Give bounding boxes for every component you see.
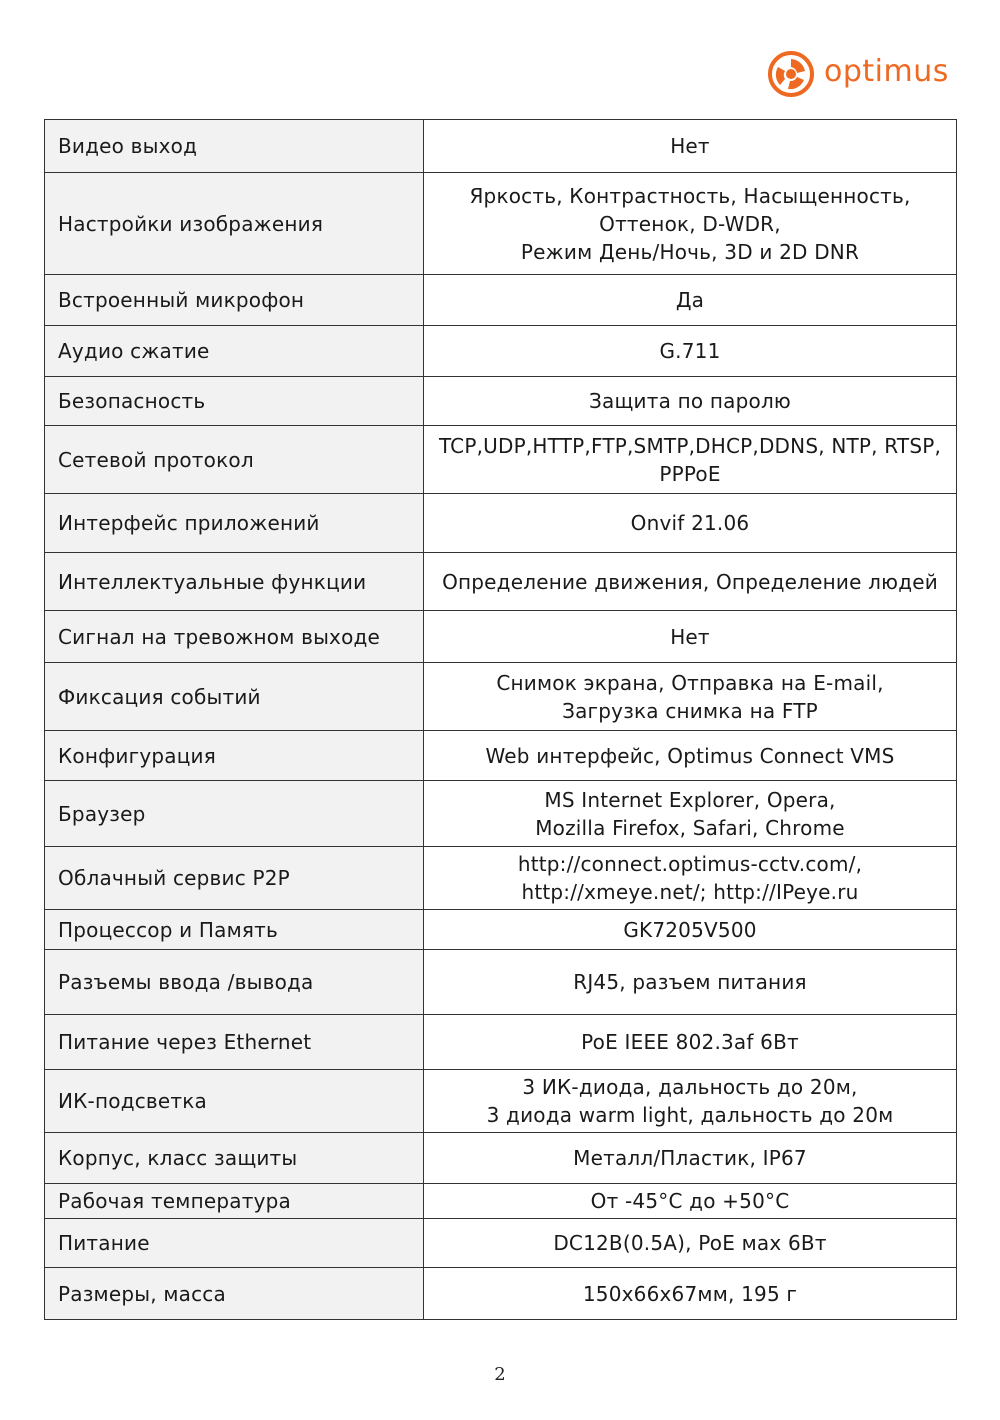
table-row xyxy=(45,1070,957,1133)
table-row xyxy=(45,950,957,1015)
spec-value-line: Да xyxy=(675,288,705,312)
spec-value-line: Onvif 21.06 xyxy=(630,511,750,535)
table-row xyxy=(45,326,957,377)
spec-label: Процессор и Память xyxy=(45,910,424,950)
spec-value-line: RJ45, разъем питания xyxy=(573,970,807,994)
specifications-table xyxy=(44,119,957,1320)
spec-label: Фиксация событий xyxy=(45,663,424,731)
table-row xyxy=(45,1219,957,1268)
spec-value-line: Снимок экрана, Отправка на E-mail, xyxy=(496,670,884,695)
spec-value-line: 150х66х67мм, 195 г xyxy=(582,1281,798,1306)
spec-label: Интерфейс приложений xyxy=(45,494,424,553)
page-number: 2 xyxy=(494,1364,506,1385)
brand-name: optimus xyxy=(824,54,949,89)
brand-logo xyxy=(766,46,949,102)
spec-value xyxy=(424,781,957,847)
table-row xyxy=(45,611,957,663)
table-row xyxy=(45,1133,957,1184)
spec-label: Питание через Ethernet xyxy=(45,1015,424,1070)
spec-value xyxy=(424,1070,957,1133)
spec-value-line: GK7205V500 xyxy=(623,917,757,942)
spec-value xyxy=(424,377,957,426)
spec-value xyxy=(424,910,957,950)
optimus-logo-icon xyxy=(766,49,816,99)
spec-value xyxy=(424,847,957,910)
spec-value xyxy=(424,426,957,494)
spec-label: Безопасность xyxy=(45,377,424,426)
spec-value-line: DC12В(0.5А), PoE мах 6Вт xyxy=(553,1231,827,1255)
table-row xyxy=(45,120,957,173)
spec-value-line: Загрузка снимка на FTP xyxy=(562,698,818,723)
spec-value xyxy=(424,950,957,1015)
spec-value xyxy=(424,663,957,731)
spec-value-line: Mozilla Firefox, Safari, Chrome xyxy=(535,815,845,840)
spec-value xyxy=(424,1184,957,1219)
spec-value-line: PoE IEEE 802.3af 6Вт xyxy=(581,1030,799,1054)
spec-value-line: Нет xyxy=(670,134,710,158)
spec-label: Разъемы ввода /вывода xyxy=(45,950,424,1015)
table-row xyxy=(45,1268,957,1320)
table-row xyxy=(45,275,957,326)
spec-value-line: http://connect.optimus-cctv.com/, xyxy=(517,852,863,876)
table-row xyxy=(45,1184,957,1219)
spec-value xyxy=(424,173,957,275)
spec-label: Размеры, масса xyxy=(45,1268,424,1320)
spec-value-line: Оттенок, D-WDR, xyxy=(599,211,781,236)
spec-value-line: Web интерфейс, Optimus Connect VMS xyxy=(485,743,895,768)
spec-value xyxy=(424,275,957,326)
table-row xyxy=(45,377,957,426)
table-row xyxy=(45,847,957,910)
table-row xyxy=(45,663,957,731)
spec-value-line: 3 ИК-диода, дальность до 20м, xyxy=(522,1075,858,1099)
spec-label: Корпус, класс защиты xyxy=(45,1133,424,1184)
spec-value-line: G.711 xyxy=(659,339,721,363)
spec-value xyxy=(424,494,957,553)
spec-value-line: http://xmeye.net/; http://IPeye.ru xyxy=(521,880,859,904)
spec-label: Аудио сжатие xyxy=(45,326,424,377)
spec-label: Встроенный микрофон xyxy=(45,275,424,326)
spec-label: Сетевой протокол xyxy=(45,426,424,494)
spec-value-line: Нет xyxy=(670,624,710,649)
spec-value xyxy=(424,1219,957,1268)
spec-label: Настройки изображения xyxy=(45,173,424,275)
spec-value xyxy=(424,731,957,781)
spec-label: Конфигурация xyxy=(45,731,424,781)
spec-value-line: Яркость, Контрастность, Насыщенность, xyxy=(469,183,911,208)
spec-value-line: Режим День/Ночь, 3D и 2D DNR xyxy=(520,239,860,264)
spec-value xyxy=(424,1268,957,1320)
spec-label: Браузер xyxy=(45,781,424,847)
spec-label: Облачный сервис P2P xyxy=(45,847,424,910)
spec-value xyxy=(424,120,957,173)
spec-value-line: Защита по паролю xyxy=(589,389,791,413)
table-row xyxy=(45,781,957,847)
table-row xyxy=(45,494,957,553)
spec-value xyxy=(424,553,957,611)
spec-label: Интеллектуальные функции xyxy=(45,553,424,611)
table-row xyxy=(45,173,957,275)
table-row xyxy=(45,553,957,611)
spec-value-line: Определение движения, Определение людей xyxy=(442,569,938,594)
spec-label: Сигнал на тревожном выходе xyxy=(45,611,424,663)
spec-label: Питание xyxy=(45,1219,424,1268)
spec-value-line: PPPoE xyxy=(659,461,721,486)
table-row xyxy=(45,426,957,494)
spec-value xyxy=(424,326,957,377)
table-row xyxy=(45,910,957,950)
spec-label: Рабочая температура xyxy=(45,1184,424,1219)
spec-value xyxy=(424,1015,957,1070)
spec-value xyxy=(424,1133,957,1184)
spec-label: Видео выход xyxy=(45,120,424,173)
spec-value-line: TCP,UDP,HTTP,FTP,SMTP,DHCP,DDNS, NTP, RTSP, xyxy=(438,433,942,458)
spec-value-line: Металл/Пластик, IP67 xyxy=(573,1146,807,1170)
spec-label: ИК-подсветка xyxy=(45,1070,424,1133)
spec-value-line: MS Internet Explorer, Opera, xyxy=(544,787,836,812)
table-row xyxy=(45,731,957,781)
table-row xyxy=(45,1015,957,1070)
spec-value-line: От -45°С до +50°С xyxy=(590,1189,790,1213)
spec-value-line: 3 диода warm light, дальность до 20м xyxy=(486,1103,894,1127)
spec-value xyxy=(424,611,957,663)
